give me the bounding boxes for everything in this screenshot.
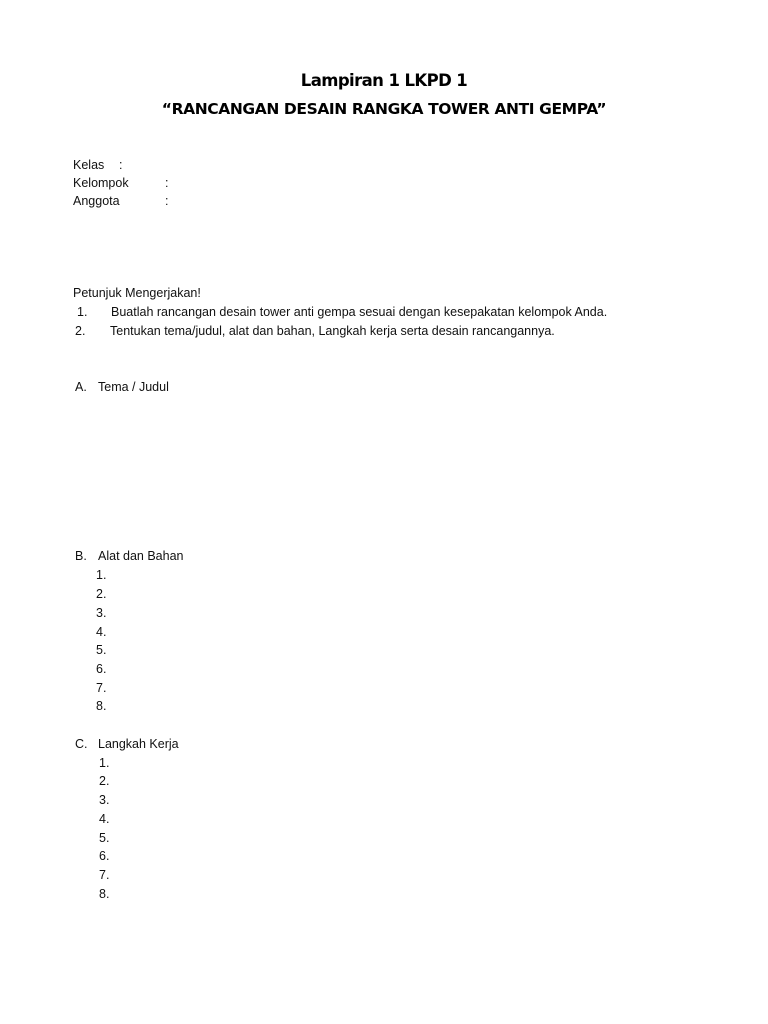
identity-colon-anggota: : [165,194,169,208]
instructions-heading: Petunjuk Mengerjakan! [73,286,201,300]
list-item-number: 6. [99,849,110,863]
list-item-number: 7. [99,868,110,882]
instruction-number-2: 2. [75,324,86,338]
list-item-number: 5. [96,643,107,657]
list-item-number: 1. [99,756,110,770]
list-item-number: 3. [99,793,110,807]
list-item-number: 5. [99,831,110,845]
list-item-number: 4. [96,625,107,639]
identity-label-kelompok: Kelompok [73,176,129,190]
list-item-number: 2. [96,587,107,601]
list-item-number: 1. [96,568,107,582]
identity-colon-kelompok: : [165,176,169,190]
list-item-number: 6. [96,662,107,676]
list-item-number: 8. [96,699,107,713]
identity-label-anggota: Anggota [73,194,120,208]
list-item-number: 2. [99,774,110,788]
list-item-number: 4. [99,812,110,826]
section-c-title: Langkah Kerja [98,737,179,751]
instruction-text-2: Tentukan tema/judul, alat dan bahan, Langkah kerja serta desain rancangannya. [110,324,555,338]
section-a-letter: A. [75,380,87,394]
identity-label-kelas: Kelas [73,158,105,172]
section-a-title: Tema / Judul [98,380,169,394]
list-item-number: 8. [99,887,110,901]
instruction-number-1: 1. [77,305,88,319]
document-title: Lampiran 1 LKPD 1 [300,71,468,90]
list-item-number: 3. [96,606,107,620]
identity-colon-kelas: : [119,158,123,172]
section-c-letter: C. [75,737,88,751]
section-b-title: Alat dan Bahan [98,549,184,563]
instruction-text-1: Buatlah rancangan desain tower anti gempa sesuai dengan kesepakatan kelompok Anda. [111,305,608,319]
section-b-letter: B. [75,549,87,563]
list-item-number: 7. [96,681,107,695]
document-subtitle: “RANCANGAN DESAIN RANGKA TOWER ANTI GEMPA” [161,100,607,118]
